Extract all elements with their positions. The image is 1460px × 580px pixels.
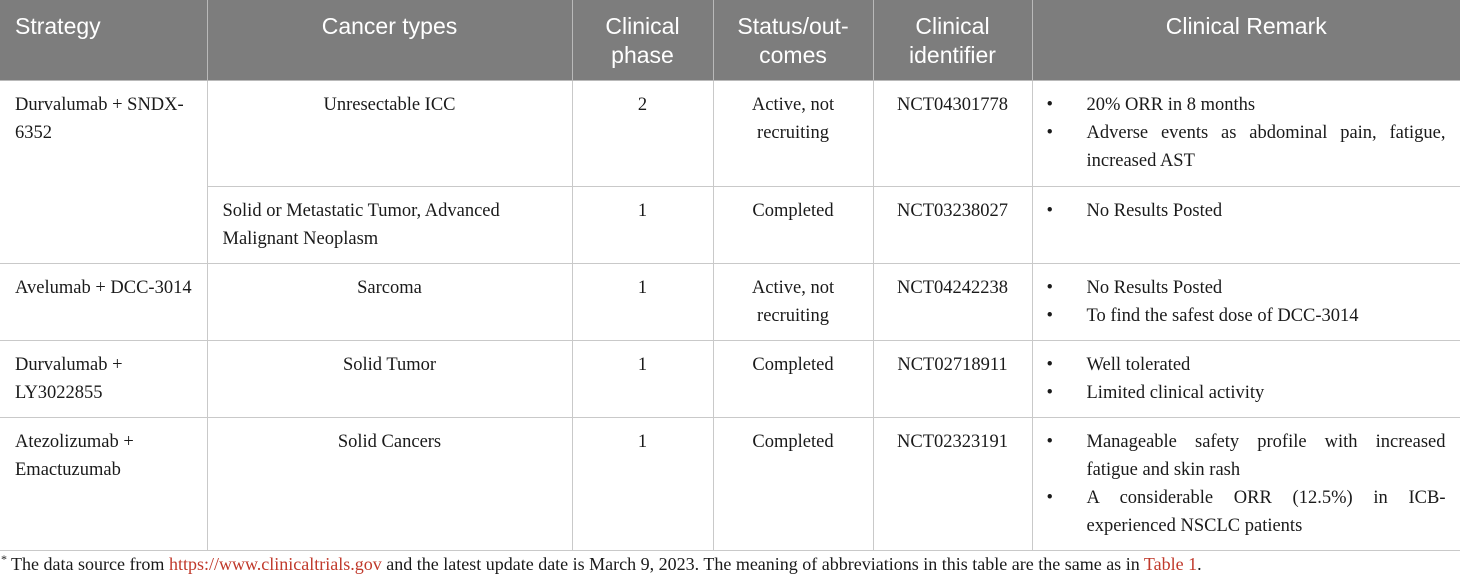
identifier-cell: NCT03238027 [873, 187, 1032, 264]
remark-item: • No Results Posted [1047, 274, 1446, 302]
clinicaltrials-link[interactable]: https://www.clinicaltrials.gov [168, 554, 382, 574]
cancer-type-cell: Sarcoma [207, 264, 572, 341]
identifier-cell: NCT04301778 [873, 81, 1032, 187]
remark-cell [1032, 81, 1460, 187]
bullet-icon: • [1046, 123, 1053, 143]
bullet-icon: • [1046, 306, 1053, 326]
table-row [0, 187, 1460, 264]
strategy-cell: Durvalumab + LY3022855 [0, 341, 207, 418]
identifier-cell: NCT02323191 [873, 418, 1032, 551]
status-cell: Completed [713, 341, 873, 418]
phase-cell: 1 [572, 418, 713, 551]
header-strategy: Strategy [0, 0, 207, 81]
remark-item: • A considerable ORR (12.5%) in ICB-experienced NSCLC patients [1047, 484, 1446, 540]
header-status-outcomes: Status/out- comes [713, 0, 873, 81]
table-row [0, 418, 1460, 551]
remark-cell [1032, 264, 1460, 341]
header-clinical-identifier: Clinical identifier [873, 0, 1032, 81]
footnote-text: and the latest update date is March 9, 2023. The meaning of abbreviations in this table are the same as in [381, 554, 1144, 574]
table-row [0, 341, 1460, 418]
strategy-cell: Avelumab + DCC-3014 [0, 264, 207, 341]
table-1-link[interactable]: Table 1 [1143, 554, 1198, 574]
table-row [0, 264, 1460, 341]
footnote-marker: * [1, 552, 7, 566]
strategy-cell: Atezolizumab + Emactuzumab [0, 418, 207, 551]
footnote-text: The data source from [11, 554, 169, 574]
identifier-cell: NCT04242238 [873, 264, 1032, 341]
remark-item: • To find the safest dose of DCC-3014 [1047, 302, 1446, 330]
remark-item: • 20% ORR in 8 months [1047, 91, 1446, 119]
remark-cell [1032, 341, 1460, 418]
remark-cell [1032, 418, 1460, 551]
header-clinical-remark: Clinical Remark [1032, 0, 1460, 81]
bullet-icon: • [1046, 383, 1053, 403]
header-row [0, 0, 1460, 81]
remark-item: • Manageable safety profile with increased fatigue and skin rash [1047, 428, 1446, 484]
identifier-cell: NCT02718911 [873, 341, 1032, 418]
header-cancer-types: Cancer types [207, 0, 572, 81]
phase-cell: 1 [572, 187, 713, 264]
cancer-type-cell: Unresectable ICC [207, 81, 572, 187]
status-cell: Completed [713, 418, 873, 551]
status-cell: Active, not recruiting [713, 81, 873, 187]
cancer-type-cell: Solid Tumor [207, 341, 572, 418]
bullet-icon: • [1046, 355, 1053, 375]
header-clinical-phase: Clinical phase [572, 0, 713, 81]
status-cell: Active, not recruiting [713, 264, 873, 341]
phase-cell: 2 [572, 81, 713, 187]
bullet-icon: • [1046, 432, 1053, 452]
bullet-icon: • [1046, 201, 1053, 221]
cancer-type-cell: Solid Cancers [207, 418, 572, 551]
remark-item: • No Results Posted [1047, 197, 1446, 225]
footnote-text: . [1197, 554, 1202, 574]
bullet-icon: • [1046, 95, 1053, 115]
remark-item: • Adverse events as abdominal pain, fatigue, increased AST [1047, 119, 1446, 175]
table-row [0, 81, 1460, 187]
table-footnote [1, 554, 1202, 575]
remark-cell [1032, 187, 1460, 264]
bullet-icon: • [1046, 488, 1053, 508]
remark-item: • Limited clinical activity [1047, 379, 1446, 407]
phase-cell: 1 [572, 341, 713, 418]
remark-item: • Well tolerated [1047, 351, 1446, 379]
bullet-icon: • [1046, 278, 1053, 298]
strategy-cell: Durvalumab + SNDX-6352 [0, 81, 207, 264]
phase-cell: 1 [572, 264, 713, 341]
cancer-type-cell: Solid or Metastatic Tumor, Advanced Malignant Neoplasm [207, 187, 572, 264]
status-cell: Completed [713, 187, 873, 264]
